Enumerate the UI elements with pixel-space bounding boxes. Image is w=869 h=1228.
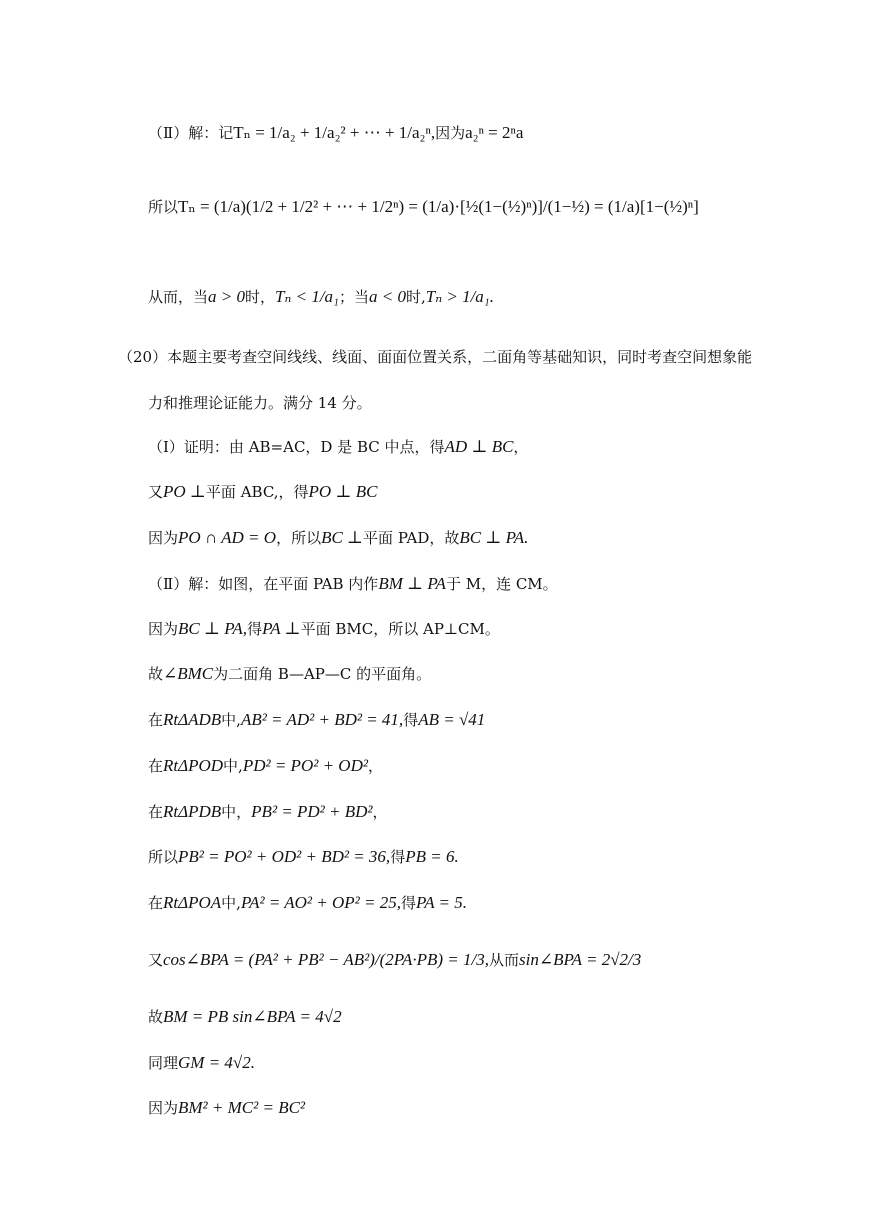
math-pd-squared: PD² = PO² + OD² bbox=[242, 756, 368, 775]
line-solution-2 bbox=[148, 619, 500, 639]
text-segment: 平面 BMC，所以 AP⊥CM。 bbox=[300, 620, 500, 638]
line-solution-5 bbox=[148, 756, 383, 776]
text-segment: ， bbox=[367, 757, 383, 775]
line-define-tn: （Ⅱ）解：记Tₙ = 1/a₂ + 1/a₂² + ⋯ + 1/a₂ⁿ,因为a₂ⁿ = 2ⁿa bbox=[148, 123, 524, 142]
text-segment: 因为 bbox=[148, 529, 179, 547]
line-proof-1 bbox=[148, 437, 528, 457]
text-segment: 同理 bbox=[148, 1054, 179, 1072]
math-pa-value: PA = 5. bbox=[416, 893, 468, 912]
line-tn-sum bbox=[148, 197, 699, 217]
math-ad-perp-bc: AD ⊥ BC bbox=[444, 437, 514, 456]
text-segment: ，所以 bbox=[276, 529, 322, 547]
text-segment: 又 bbox=[148, 483, 164, 501]
math-po-perp-bc: PO ⊥ BC bbox=[308, 482, 378, 501]
text-segment: 在 bbox=[148, 894, 164, 912]
text-segment: 中, bbox=[223, 757, 243, 775]
text-segment: 时, bbox=[405, 288, 426, 306]
line-proof-3 bbox=[148, 528, 528, 548]
math-tn-definition: Tₙ = 1/a₂ + 1/a₂² + ⋯ + 1/a₂ⁿ bbox=[233, 123, 431, 142]
math-triangle-poa: RtΔPOA bbox=[163, 893, 222, 912]
text-segment: （Ⅱ）解：如图，在平面 PAB 内作 bbox=[148, 575, 379, 593]
text-segment: ；当 bbox=[338, 288, 369, 306]
math-pb-squared: PB² = PD² + BD² bbox=[251, 802, 373, 821]
text-segment: 在 bbox=[148, 711, 164, 729]
math-pa-perp: PA ⊥ bbox=[262, 619, 301, 638]
problem-20-heading bbox=[118, 347, 752, 367]
text-segment: 于 M，连 CM。 bbox=[445, 575, 558, 593]
text-segment: 因为 bbox=[435, 124, 466, 142]
text-segment: 因为 bbox=[148, 1099, 179, 1117]
math-tn-sum: Tₙ = (1/a)(1/2 + 1/2² + ⋯ + 1/2ⁿ) = (1/a)·[½(1−(½)ⁿ)]/(1−½) = (1/a)[1−(½)ⁿ] bbox=[178, 197, 699, 216]
text-segment: 得 bbox=[403, 711, 419, 729]
math-gm-value: GM = 4√2. bbox=[178, 1053, 256, 1072]
line-solution-7 bbox=[148, 847, 459, 867]
math-ab-value: AB = √41 bbox=[418, 710, 486, 729]
math-bm-perp-pa: BM ⊥ PA bbox=[378, 574, 446, 593]
line-solution-12 bbox=[148, 1098, 305, 1118]
line-solution-8 bbox=[148, 893, 467, 913]
text-segment: 在 bbox=[148, 757, 164, 775]
math-pb-sum: PB² = PO² + OD² + BD² = 36, bbox=[178, 847, 391, 866]
text-segment: 故 bbox=[148, 665, 164, 683]
text-segment: 得 bbox=[390, 848, 406, 866]
text-segment: （Ⅰ）证明：由 AB=AC，D 是 BC 中点，得 bbox=[148, 438, 445, 456]
text-segment: 所以 bbox=[148, 848, 179, 866]
math-pb-value: PB = 6. bbox=[405, 847, 459, 866]
text-segment: 为二面角 B—AP—C 的平面角。 bbox=[213, 665, 432, 683]
text-segment: （Ⅱ）解：记 bbox=[148, 124, 234, 142]
text-segment: 故 bbox=[148, 1008, 164, 1026]
line-solution-1 bbox=[148, 574, 558, 594]
math-condition-negative: a < 0 bbox=[368, 287, 406, 306]
math-bm-value: BM = PB sin∠BPA = 4√2 bbox=[163, 1007, 342, 1026]
math-bc-perp: BC ⊥ bbox=[321, 528, 364, 547]
problem-20-description: （20）本题主要考查空间线线、线面、面面位置关系，二面角等基础知识，同时考查空间想象能 bbox=[118, 348, 753, 366]
math-ab-squared: AB² = AD² + BD² = 41, bbox=[240, 710, 404, 729]
math-result-greater: Tₙ > 1/a₁. bbox=[425, 287, 494, 306]
line-tn-conclusion bbox=[148, 287, 494, 307]
text-segment: 平面 ABC,，得 bbox=[205, 483, 309, 501]
text-segment: 从而 bbox=[489, 951, 520, 969]
math-cos-bpa: cos∠BPA = (PA² + PB² − AB²)/(2PA·PB) = 1/3, bbox=[163, 950, 489, 969]
text-segment: 中, bbox=[221, 711, 241, 729]
line-solution-11 bbox=[148, 1053, 255, 1073]
text-segment: 平面 PAD，故 bbox=[363, 529, 460, 547]
line-solution-3 bbox=[148, 664, 431, 684]
text-segment: 从而，当 bbox=[148, 288, 209, 306]
math-angle-bmc: ∠BMC bbox=[163, 664, 214, 683]
line-proof-2 bbox=[148, 482, 377, 502]
line-solution-6 bbox=[148, 802, 388, 822]
text-segment: 中, bbox=[221, 894, 241, 912]
math-triangle-pod: RtΔPOD bbox=[163, 756, 224, 775]
math-po-perp: PO ⊥ bbox=[163, 482, 206, 501]
math-pa-squared: PA² = AO² + OP² = 25, bbox=[240, 893, 401, 912]
text-segment: 在 bbox=[148, 803, 164, 821]
math-bm-mc-bc: BM² + MC² = BC² bbox=[178, 1098, 306, 1117]
line-solution-9 bbox=[148, 950, 641, 970]
math-triangle-adb: RtΔADB bbox=[163, 710, 222, 729]
text-segment: 时， bbox=[245, 288, 276, 306]
text-segment: 得 bbox=[401, 894, 417, 912]
text-segment: 又 bbox=[148, 951, 164, 969]
math-bc-perp-pa: BC ⊥ PA, bbox=[178, 619, 248, 638]
math-result-less: Tₙ < 1/a₁ bbox=[275, 287, 339, 306]
math-a-relation: a₂ⁿ = 2ⁿa bbox=[465, 123, 524, 142]
math-sin-bpa: sin∠BPA = 2√2/3 bbox=[519, 950, 642, 969]
text-segment: ， bbox=[372, 803, 388, 821]
text-segment: 因为 bbox=[148, 620, 179, 638]
text-segment: 得 bbox=[247, 620, 263, 638]
math-triangle-pdb: RtΔPDB bbox=[163, 802, 222, 821]
math-bc-perp-pa: BC ⊥ PA. bbox=[459, 528, 529, 547]
math-intersection: PO ∩ AD = O bbox=[178, 528, 277, 547]
problem-20-score: 力和推理论证能力。满分 14 分。 bbox=[148, 394, 372, 412]
line-solution-10 bbox=[148, 1007, 342, 1027]
line-solution-4 bbox=[148, 710, 485, 730]
text-segment: ， bbox=[513, 438, 529, 456]
text-segment: 中， bbox=[221, 803, 252, 821]
math-condition-positive: a > 0 bbox=[208, 287, 245, 306]
text-segment: 所以 bbox=[148, 198, 179, 216]
problem-20-heading-cont bbox=[148, 393, 372, 413]
